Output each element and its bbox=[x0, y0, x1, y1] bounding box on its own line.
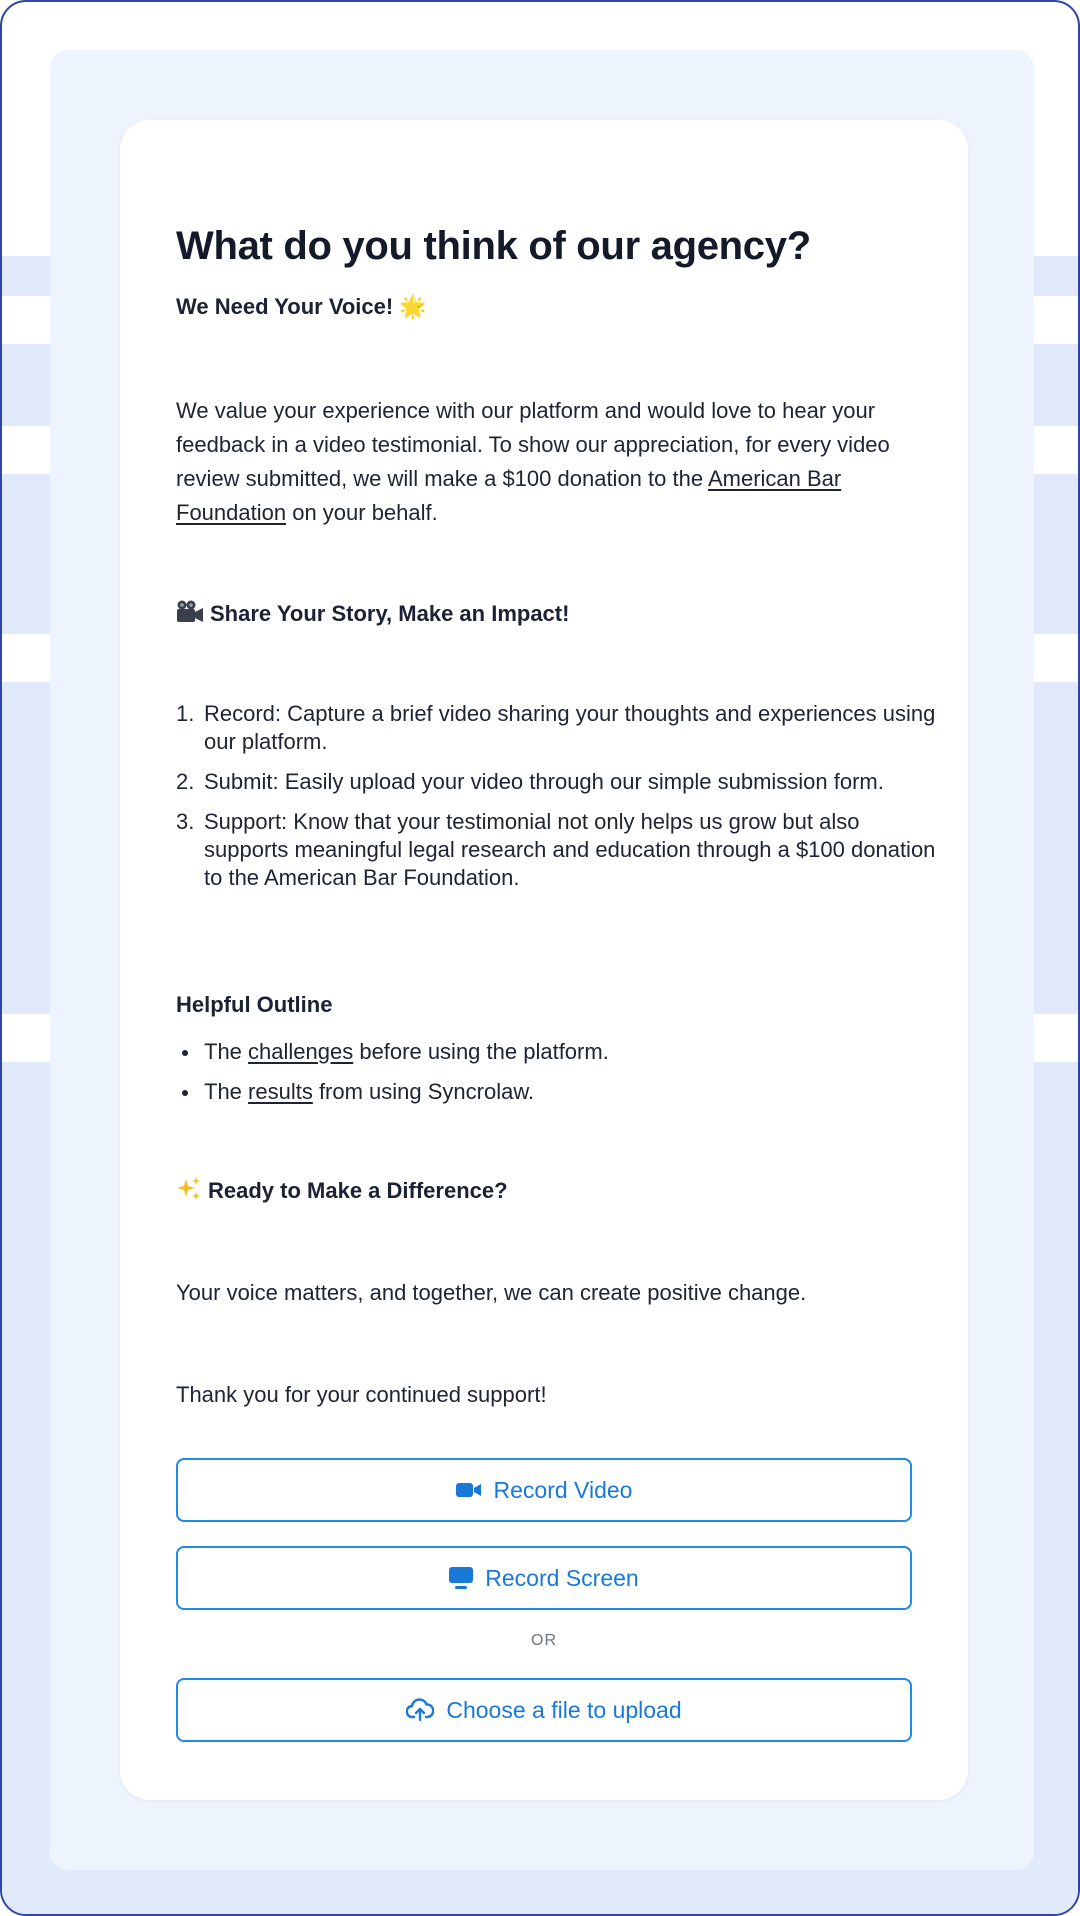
testimonial-card bbox=[120, 120, 968, 1800]
desktop-monitor-icon bbox=[449, 1566, 473, 1590]
record-screen-label: Record Screen bbox=[485, 1564, 639, 1591]
movie-camera-icon bbox=[176, 600, 204, 630]
cloud-upload-icon bbox=[406, 1698, 434, 1722]
list-item: 1. Record: Capture a brief video sharing your thoughts and experiences using our platform. bbox=[176, 701, 936, 754]
upload-file-label: Choose a file to upload bbox=[446, 1696, 682, 1723]
record-video-button[interactable] bbox=[176, 1458, 912, 1522]
list-item: 2. Submit: Easily upload your video through our simple submission form. bbox=[176, 769, 884, 794]
results-link[interactable]: results bbox=[248, 1079, 313, 1104]
steps-list bbox=[176, 700, 936, 904]
list-item: The results from using Syncrolaw. bbox=[176, 1078, 916, 1106]
subtitle: We Need Your Voice! 🌟 bbox=[176, 294, 427, 319]
outline-heading: Helpful Outline bbox=[176, 992, 333, 1017]
record-screen-button[interactable] bbox=[176, 1546, 912, 1610]
list-item: The challenges before using the platform. bbox=[176, 1038, 916, 1066]
video-camera-icon bbox=[456, 1481, 482, 1499]
thanks-text: Thank you for your continued support! bbox=[176, 1382, 547, 1407]
outline-list bbox=[176, 1038, 916, 1118]
challenges-link[interactable]: challenges bbox=[248, 1039, 354, 1064]
share-heading: Share Your Story, Make an Impact! bbox=[176, 600, 569, 630]
or-divider: OR bbox=[531, 1632, 557, 1649]
page-title: What do you think of our agency? bbox=[176, 224, 811, 268]
ready-heading: Ready to Make a Difference? bbox=[176, 1176, 508, 1208]
intro-paragraph: We value your experience with our platform and would love to hear your feedback in a video testimonial. To show our appreciation, for every video review submitted, we will make a $100 donation to the American Bar Foundation on your behalf. bbox=[176, 398, 890, 525]
sparkles-icon bbox=[176, 1176, 202, 1208]
bullet bbox=[182, 1050, 188, 1056]
bullet bbox=[182, 1090, 188, 1096]
american-bar-foundation-link[interactable]: American Bar Foundation bbox=[176, 466, 842, 525]
voice-text: Your voice matters, and together, we can create positive change. bbox=[176, 1280, 807, 1305]
upload-file-button[interactable] bbox=[176, 1678, 912, 1742]
record-video-label: Record Video bbox=[493, 1476, 633, 1503]
list-item: 3. Support: Know that your testimonial not only helps us grow but also supports meaningful legal research and education through a $100 donation to the American Bar Foundation. bbox=[176, 809, 936, 890]
